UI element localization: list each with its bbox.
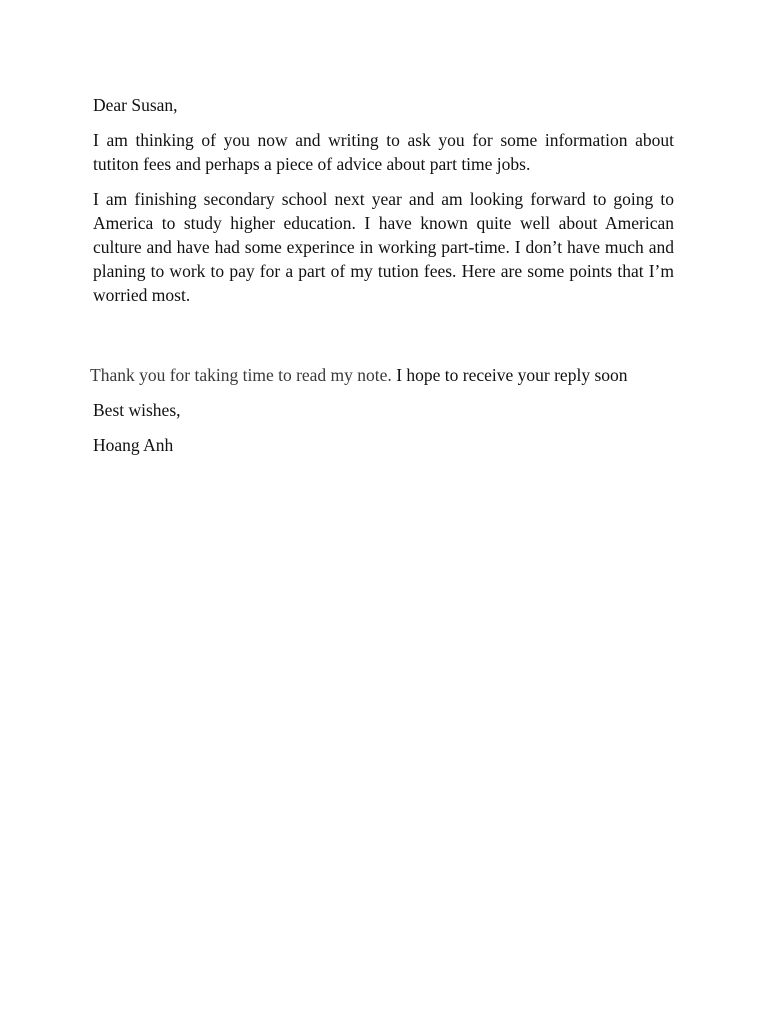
paragraph-inquiry: I am thinking of you now and writing to ask you for some information about tutiton fees and perhaps a piece of advice about part time jobs. <box>93 130 674 174</box>
closing-thanks: Thank you for taking time to read my note. <box>90 365 392 385</box>
closing-paragraph <box>90 363 674 387</box>
sign-off: Best wishes, <box>93 400 181 420</box>
paragraph-background: I am finishing secondary school next year and am looking forward to going to America to study higher education. I have known quite well about American culture and have had some experince in working part-time. I don’t have much and planing to work to pay for a part of my tution fees. Here are some points that I’m worried most. <box>93 189 674 305</box>
signature: Hoang Anh <box>93 435 174 455</box>
letter-body <box>90 93 674 468</box>
closing-hope: I hope to receive your reply soon <box>391 365 628 385</box>
salutation: Dear Susan, <box>93 95 178 115</box>
paragraph-spacer <box>93 318 674 363</box>
